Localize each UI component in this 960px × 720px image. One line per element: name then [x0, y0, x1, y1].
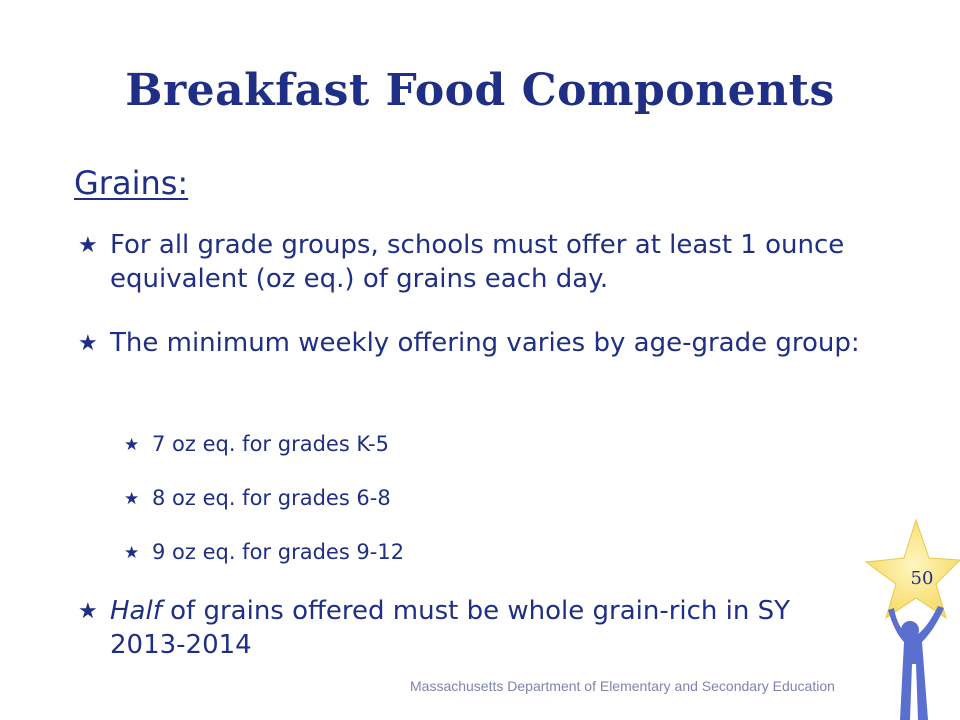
star-bullet-icon: ★	[78, 331, 98, 356]
sub-bullet-text: 7 oz eq. for grades K-5	[152, 432, 389, 456]
bullet-text: The minimum weekly offering varies by age-grade group:	[110, 328, 860, 358]
bullet-emphasis: Half	[110, 596, 162, 626]
sub-bullet-item	[124, 430, 389, 458]
star-person-logo-icon	[852, 514, 960, 720]
bullet-text-rest: of grains offered must be whole grain-rich in SY 2013-2014	[110, 596, 791, 660]
star-bullet-icon: ★	[124, 435, 140, 455]
bullet-item	[78, 326, 868, 360]
star-bullet-icon: ★	[124, 489, 140, 509]
sub-bullet-item	[124, 538, 404, 566]
sub-bullet-text: 9 oz eq. for grades 9-12	[152, 540, 405, 564]
bullet-item	[78, 594, 868, 662]
footer-text: Massachusetts Department of Elementary and Secondary Education	[410, 678, 835, 694]
star-bullet-icon: ★	[78, 233, 98, 258]
bullet-text	[110, 594, 868, 662]
bullet-text: For all grade groups, schools must offer at least 1 ounce equivalent (oz eq.) of grains each day.	[110, 230, 845, 294]
section-heading: Grains:	[74, 164, 189, 202]
bullet-item	[78, 228, 868, 296]
page-number: 50	[910, 568, 934, 589]
star-bullet-icon: ★	[78, 599, 98, 624]
sub-bullet-item	[124, 484, 391, 512]
sub-bullet-text: 8 oz eq. for grades 6-8	[152, 486, 391, 510]
slide-title: Breakfast Food Components	[125, 65, 835, 116]
star-bullet-icon: ★	[124, 543, 140, 563]
